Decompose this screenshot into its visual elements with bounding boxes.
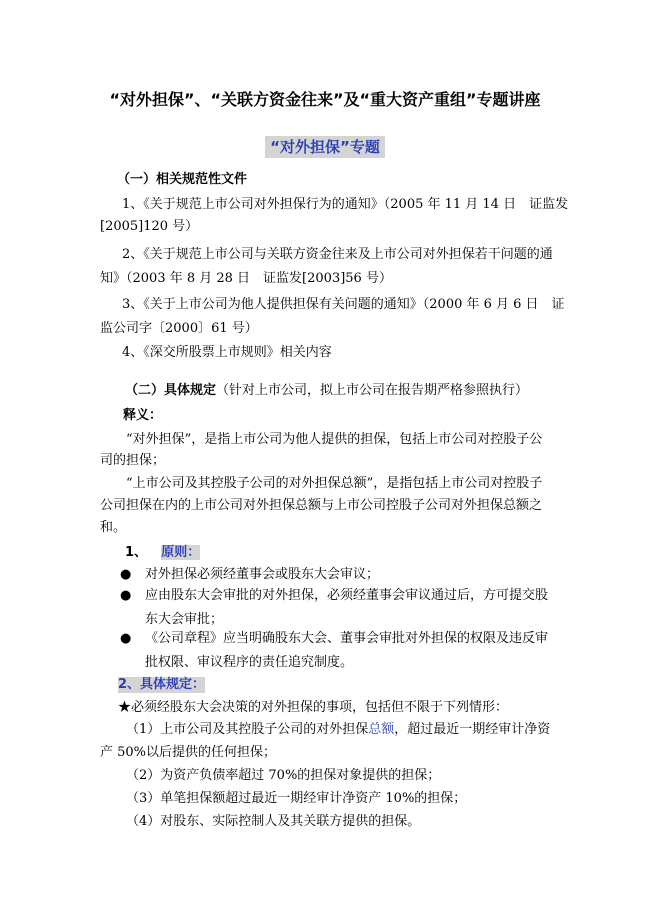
regulation-item-1-cont: [2005]120 号） bbox=[100, 219, 199, 234]
approval-case-1-cont: 产 50%以后提供的任何担保； bbox=[100, 745, 277, 760]
approval-case-1-text-end: ，超过最近一期经审计净资 bbox=[394, 722, 551, 737]
principle-heading bbox=[125, 545, 200, 561]
principle-bullet-2: 应由股东大会审批的对外担保，必须经董事会审议通过后，方可提交股 bbox=[145, 588, 549, 603]
approval-case-4: （4）对股东、实际控制人及其关联方提供的担保。 bbox=[126, 814, 421, 829]
principle-bullet-1: 对外担保必须经董事会或股东大会审议； bbox=[145, 567, 380, 582]
approval-case-1-highlight: 总额 bbox=[368, 722, 395, 737]
approval-case-1 bbox=[126, 722, 550, 738]
principle-label: 原则： bbox=[161, 545, 201, 560]
section-subtitle: “对外担保”专题 bbox=[265, 136, 385, 158]
principle-bullet-3-cont: 批权限、审议程序的责任追究制度。 bbox=[145, 655, 354, 670]
definition-2-cont2: 和。 bbox=[100, 520, 127, 535]
principle-number: 1、 bbox=[125, 545, 148, 560]
principle-bullet-2-cont: 东大会审批； bbox=[145, 612, 224, 627]
bullet-icon: ● bbox=[120, 567, 132, 582]
regulation-item-1: 1、《关于规范上市公司对外担保行为的通知》（2005 年 11 月 14 日 证监发 bbox=[122, 197, 569, 212]
bullet-icon: ● bbox=[120, 631, 132, 646]
section1-heading: （一）相关规范性文件 bbox=[117, 172, 248, 187]
definition-1: “对外担保”，是指上市公司为他人提供的担保，包括上市公司对控股子公 bbox=[126, 432, 543, 447]
section2-heading-bold: （二）具体规定 bbox=[125, 383, 217, 398]
regulation-item-3: 3、《关于上市公司为他人提供担保有关问题的通知》（2000 年 6 月 6 日 证 bbox=[122, 297, 565, 312]
regulation-item-4: 4、《深交所股票上市规则》相关内容 bbox=[122, 345, 332, 360]
definition-1-cont: 司的担保； bbox=[100, 453, 166, 468]
definition-2: “上市公司及其控股子公司的对外担保总额”，是指包括上市公司对控股子 bbox=[126, 476, 543, 491]
specific-rules-heading: 2、具体规定： bbox=[118, 677, 206, 692]
approval-case-1-text: （1）上市公司及其控股子公司的对外担保 bbox=[126, 722, 369, 737]
regulation-item-2: 2、《关于规范上市公司与关联方资金往来及上市公司对外担保若干问题的通 bbox=[122, 247, 553, 262]
document-title: “对外担保”、“关联方资金往来”及“重大资产重组”专题讲座 bbox=[109, 90, 541, 109]
definition-2-cont: 公司担保在内的上市公司对外担保总额与上市公司控股子公司对外担保总额之 bbox=[100, 498, 543, 513]
principle-bullet-3: 《公司章程》应当明确股东大会、董事会审批对外担保的权限及违反审 bbox=[145, 631, 549, 646]
shareholder-approval-intro: ★必须经股东大会决策的对外担保的事项，包括但不限于下列情形： bbox=[118, 700, 509, 715]
bullet-icon: ● bbox=[120, 588, 132, 603]
section2-heading-note: （针对上市公司，拟上市公司在报告期严格参照执行） bbox=[216, 383, 529, 398]
approval-case-2: （2）为资产负债率超过 70%的担保对象提供的担保； bbox=[126, 768, 441, 783]
approval-case-3: （3）单笔担保额超过最近一期经审计净资产 10%的担保； bbox=[126, 791, 467, 806]
section2-heading bbox=[125, 383, 528, 399]
subtitle-wrap bbox=[0, 136, 650, 158]
definition-label: 释义： bbox=[123, 408, 163, 423]
regulation-item-2-cont: 知》（2003 年 8 月 28 日 证监发[2003]56 号） bbox=[100, 271, 392, 286]
regulation-item-3-cont: 监公司字〔2000〕61 号） bbox=[100, 321, 258, 336]
